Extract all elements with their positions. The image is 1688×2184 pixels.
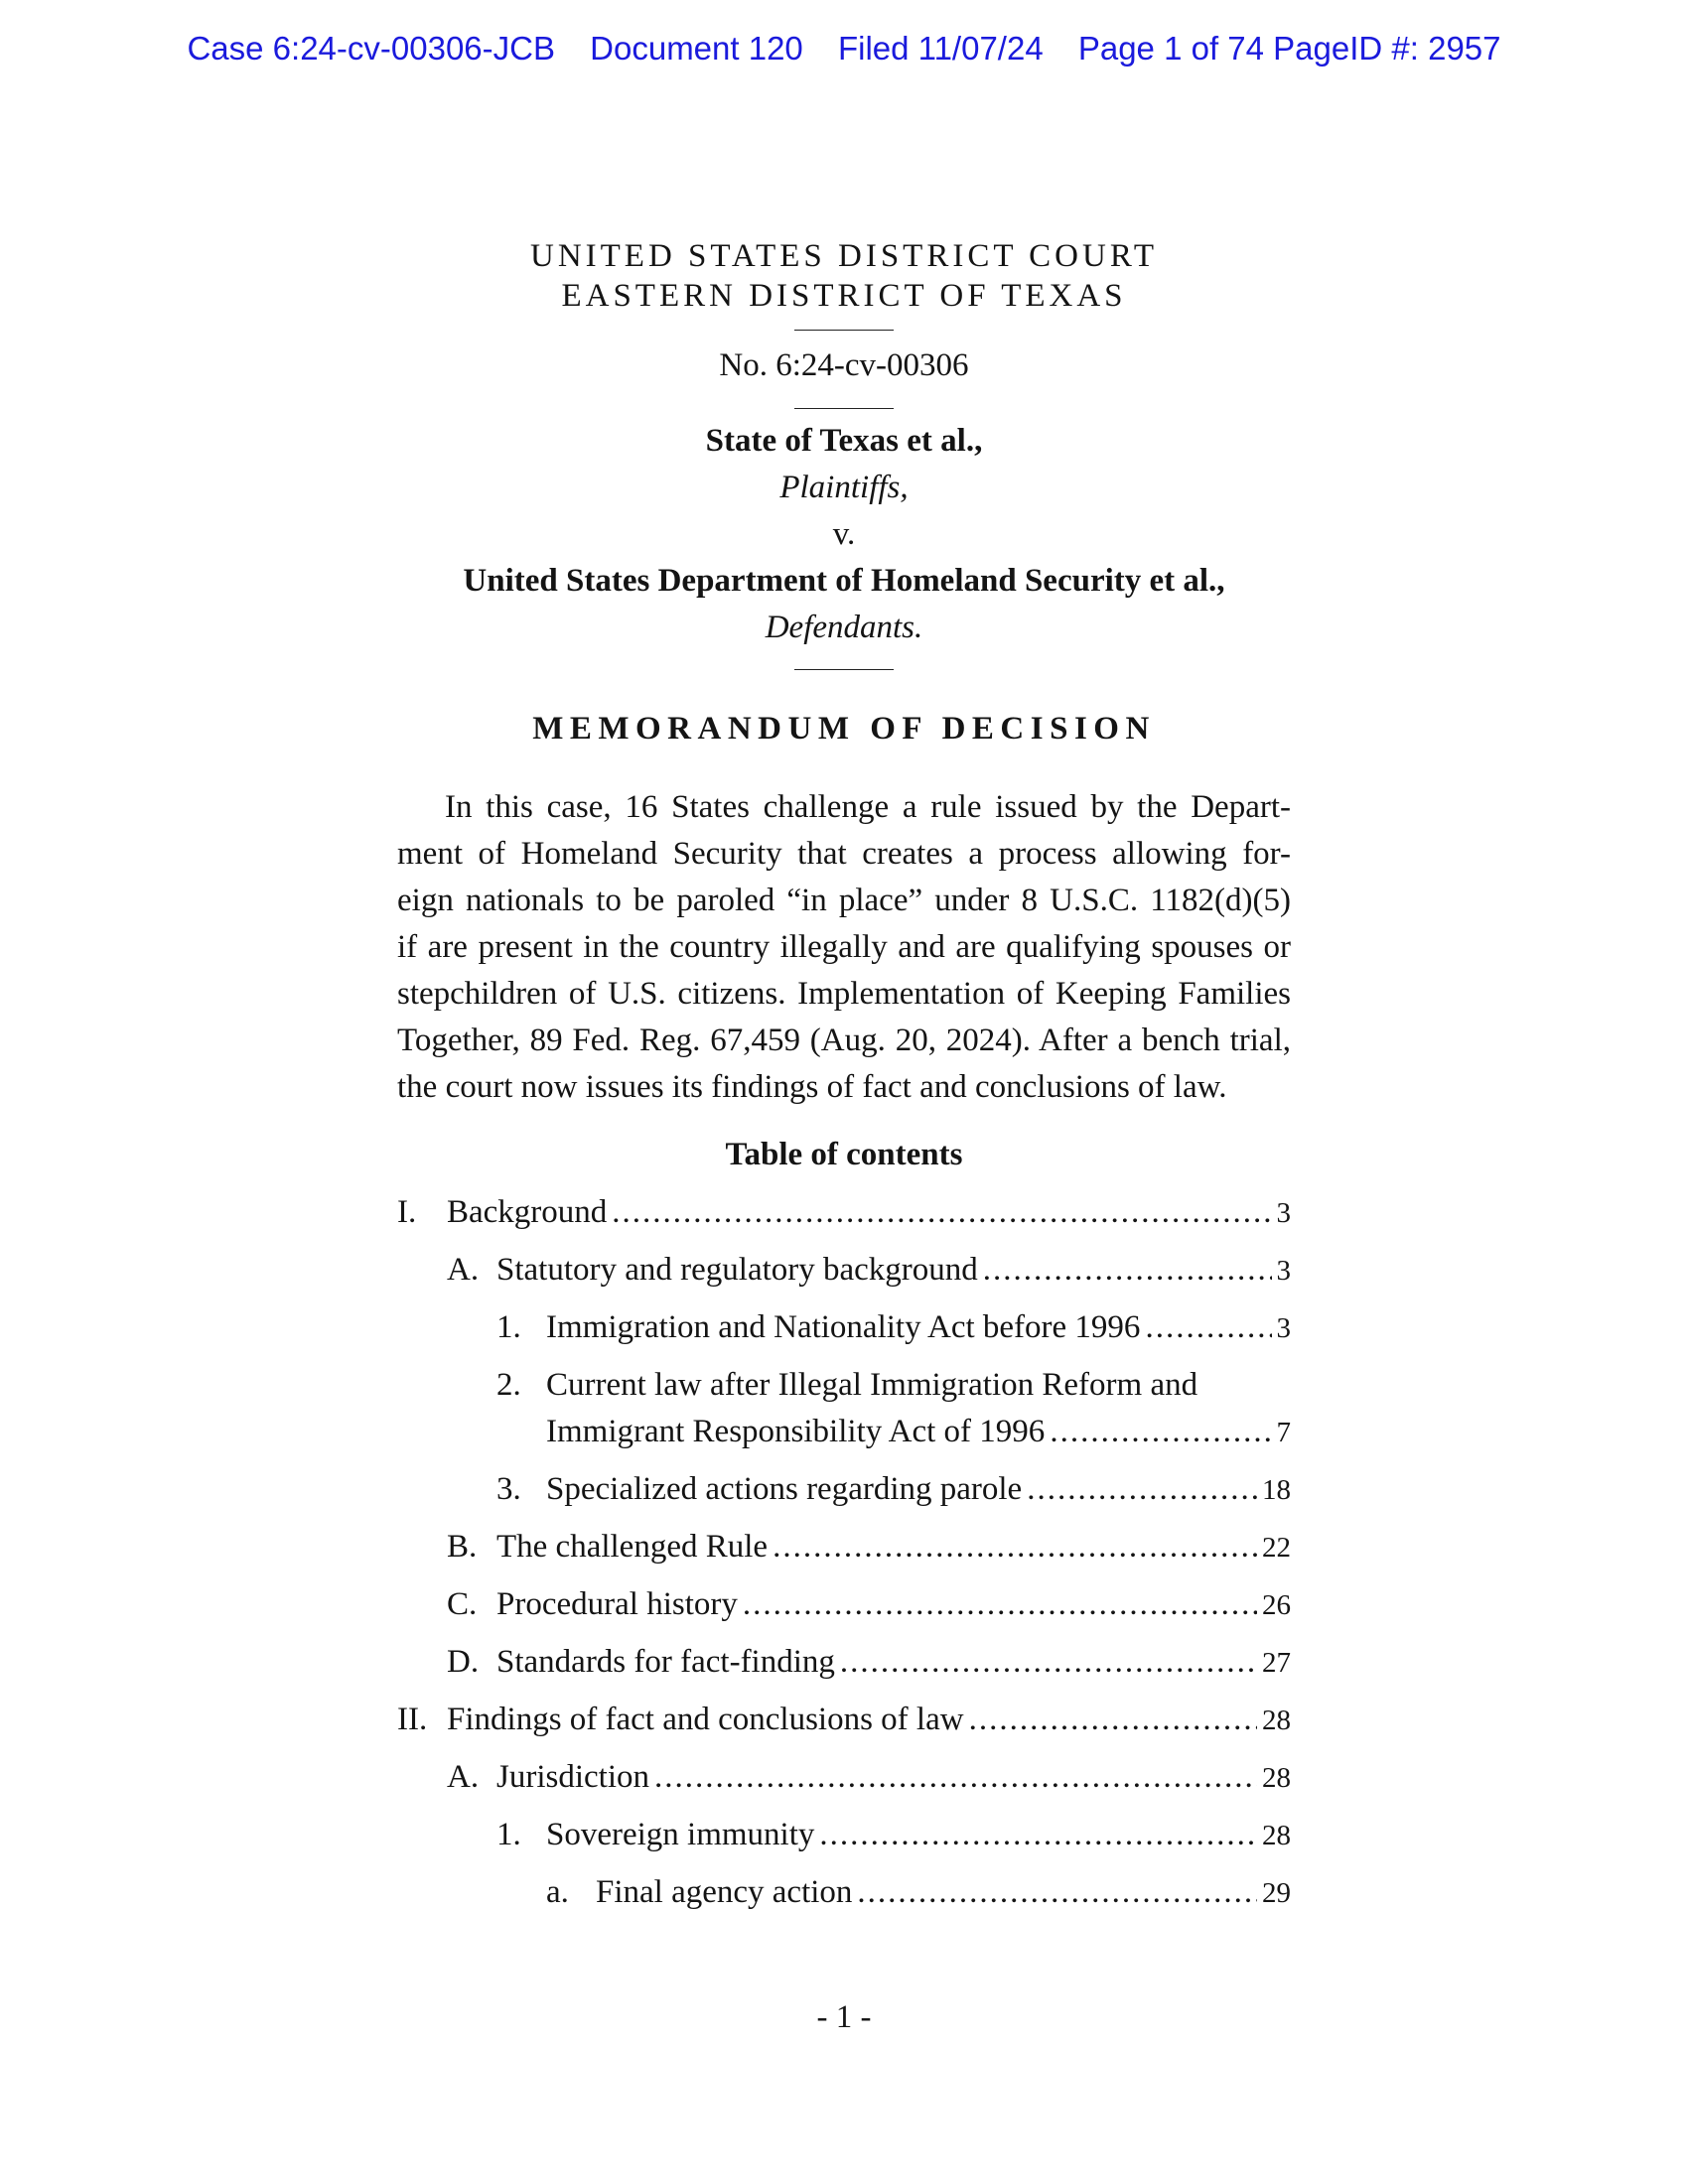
toc-leader-dots	[857, 1869, 1257, 1916]
toc-entry-number: a.	[546, 1874, 569, 1910]
toc-entry-title: The challenged Rule	[496, 1529, 769, 1565]
divider	[794, 669, 894, 670]
toc-leader-dots	[983, 1247, 1272, 1294]
toc-entry-title: Final agency action	[596, 1874, 853, 1910]
intro-paragraph	[397, 784, 1291, 1111]
toc-entry[interactable]	[447, 1247, 1291, 1295]
defendant-role: Defendants.	[765, 610, 923, 645]
divider	[794, 408, 894, 409]
defendant-name: United States Department of Homeland Security et al.,	[463, 563, 1225, 599]
toc-entry-page: 27	[1262, 1647, 1291, 1679]
toc-entry-title: Immigration and Nationality Act before 1996	[546, 1309, 1141, 1345]
toc-entry-number: C.	[447, 1586, 478, 1622]
intro-line: In this case, 16 States challenge a rule issued by the Depart-	[445, 789, 1291, 825]
toc-leader-dots	[819, 1812, 1257, 1858]
intro-line: Together, 89 Fed. Reg. 67,459 (Aug. 20, 2024). After a bench trial,	[397, 1023, 1291, 1058]
court-line-1: UNITED STATES DISTRICT COURT	[529, 238, 1159, 274]
divider	[794, 330, 894, 331]
toc-leader-dots	[654, 1754, 1257, 1801]
toc-entry-number: 1.	[496, 1817, 521, 1852]
toc-entry-page: 28	[1262, 1820, 1291, 1851]
header-document-number: Document 120	[590, 30, 803, 67]
ecf-header	[0, 30, 1688, 68]
toc-entry-title: Standards for fact-finding	[496, 1644, 835, 1680]
toc-entry[interactable]	[447, 1524, 1291, 1571]
toc-leader-dots	[612, 1189, 1271, 1236]
toc-entry-page: 29	[1262, 1877, 1291, 1909]
header-case-number: Case 6:24-cv-00306-JCB	[187, 30, 555, 67]
toc-entry-title: Sovereign immunity	[546, 1817, 815, 1852]
toc-entry-number: B.	[447, 1529, 478, 1565]
toc-entry-number: I.	[397, 1194, 417, 1230]
header-filed-date: Filed 11/07/24	[837, 30, 1044, 67]
intro-line: if are present in the country illegally and are qualifying spouses or	[397, 929, 1291, 965]
toc-entry[interactable]	[447, 1639, 1291, 1687]
toc-entry[interactable]	[397, 1189, 1291, 1237]
toc-leader-dots	[1050, 1409, 1271, 1455]
toc-entry-number: II.	[397, 1702, 428, 1737]
toc-entry-title: Findings of fact and conclusions of law	[447, 1702, 964, 1737]
toc-entry[interactable]	[397, 1697, 1291, 1744]
toc-entry-number: A.	[447, 1759, 480, 1795]
toc-entry-number: A.	[447, 1252, 480, 1288]
toc-entry-page: 28	[1262, 1762, 1291, 1794]
toc-entry-number: 3.	[496, 1471, 521, 1507]
toc-leader-dots	[969, 1697, 1257, 1743]
toc-entry-page: 28	[1262, 1705, 1291, 1736]
toc-entry-page: 3	[1276, 1312, 1291, 1344]
toc-entry-page: 26	[1262, 1589, 1291, 1621]
case-number: No. 6:24-cv-00306	[719, 347, 969, 383]
toc-entry-number: 1.	[496, 1309, 521, 1345]
toc-entry[interactable]	[447, 1581, 1291, 1629]
toc-title: Table of contents	[725, 1137, 963, 1172]
toc-entry-title: Immigrant Responsibility Act of 1996	[546, 1414, 1046, 1449]
toc-entry-number: 2.	[496, 1367, 521, 1403]
plaintiff-name: State of Texas et al.,	[705, 423, 983, 459]
intro-line: the court now issues its findings of fact and conclusions of law.	[397, 1069, 1227, 1105]
intro-line: stepchildren of U.S. citizens. Implementation of Keeping Families	[397, 976, 1291, 1012]
toc-entry-page: 3	[1276, 1197, 1291, 1229]
toc-entry-page: 7	[1276, 1417, 1291, 1448]
toc-entry-title: Current law after Illegal Immigration Reform and	[546, 1367, 1198, 1403]
toc-leader-dots	[1145, 1304, 1271, 1351]
toc-entry[interactable]	[496, 1466, 1291, 1514]
toc-entry-title: Specialized actions regarding parole	[546, 1471, 1023, 1507]
toc-entry-title: Background	[447, 1194, 608, 1230]
toc-entry-title: Statutory and regulatory background	[496, 1252, 978, 1288]
toc-entry-page: 22	[1262, 1532, 1291, 1564]
toc-entry[interactable]	[447, 1754, 1291, 1802]
memorandum-title: MEMORANDUM OF DECISION	[532, 711, 1156, 747]
intro-line: ment of Homeland Security that creates a process allowing for-	[397, 836, 1291, 872]
header-page-info: Page 1 of 74 PageID #: 2957	[1077, 30, 1501, 67]
page-number-footer: - 1 -	[816, 1999, 872, 2035]
court-line-2: EASTERN DISTRICT OF TEXAS	[561, 278, 1127, 314]
toc-entry-continuation[interactable]	[546, 1409, 1291, 1456]
plaintiff-role: Plaintiffs,	[779, 470, 909, 505]
toc-entry-page: 18	[1262, 1474, 1291, 1506]
toc-entry[interactable]	[496, 1304, 1291, 1352]
toc-entry[interactable]	[496, 1812, 1291, 1859]
toc-entry-number: D.	[447, 1644, 480, 1680]
toc-entry[interactable]	[546, 1869, 1291, 1917]
toc-leader-dots	[743, 1581, 1257, 1628]
toc-entry-title: Procedural history	[496, 1586, 738, 1622]
toc-entry[interactable]	[496, 1362, 1291, 1409]
toc-leader-dots	[840, 1639, 1257, 1686]
toc-entry-page: 3	[1276, 1255, 1291, 1287]
toc-entry-title: Jurisdiction	[496, 1759, 649, 1795]
versus: v.	[832, 516, 856, 552]
toc-leader-dots	[773, 1524, 1257, 1570]
court-name	[0, 236, 1688, 316]
toc-leader-dots	[1027, 1466, 1257, 1513]
intro-line: eign nationals to be paroled “in place” under 8 U.S.C. 1182(d)(5)	[397, 883, 1291, 918]
